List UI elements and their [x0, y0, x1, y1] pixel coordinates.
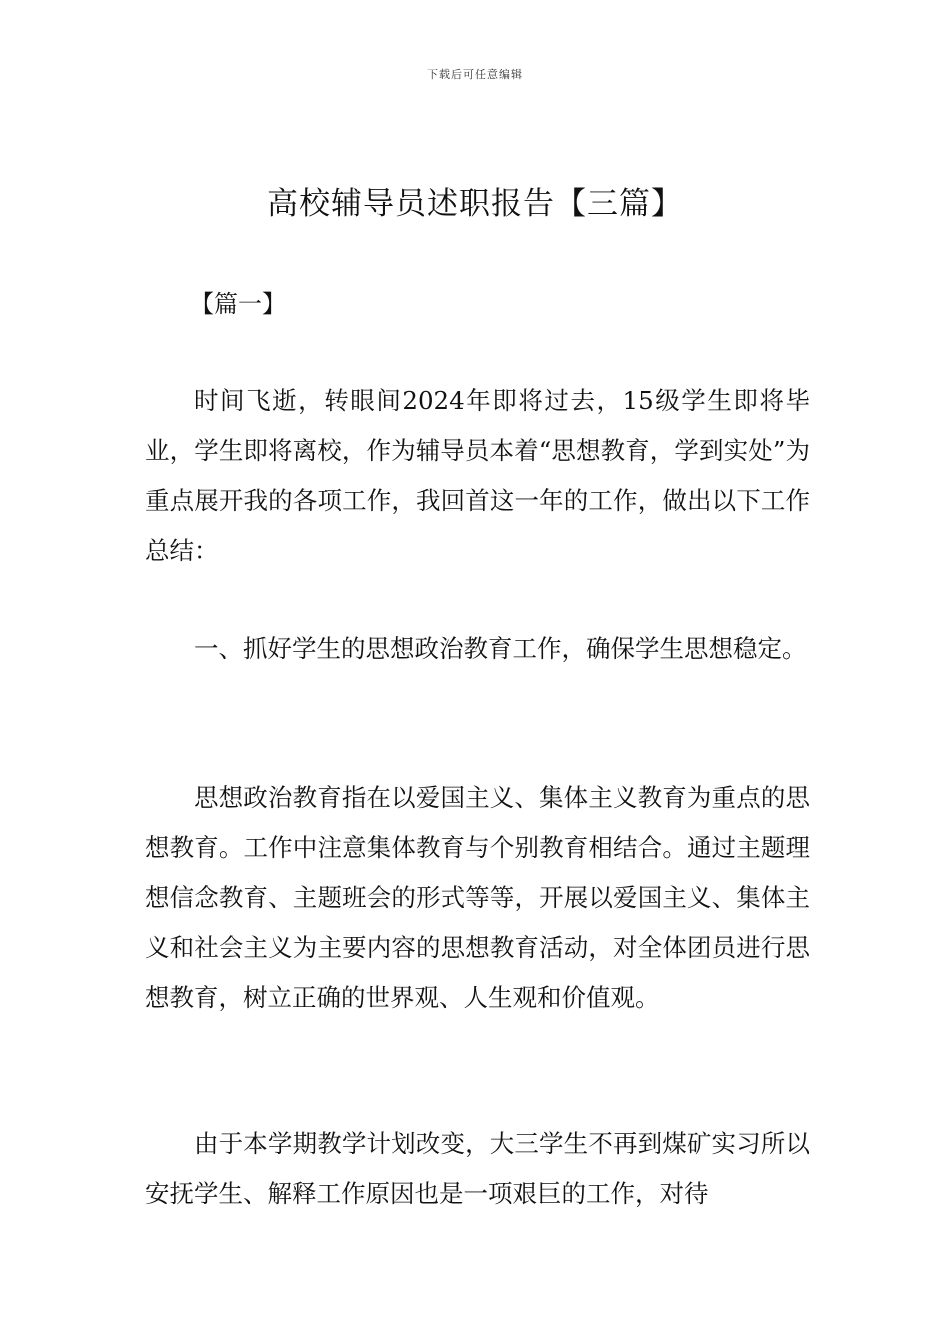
paragraph-text: 一、抓好学生的思想政治教育工作，确保学生思想稳定。: [194, 634, 807, 663]
paragraph-text: 时间飞逝，转眼间2024年即将过去，15级学生即将毕业，学生即将离校，作为辅导员本着“思想教育，学到实处”为重点展开我的各项工作，我回首这一年的工作，做出以下工作总结：: [145, 386, 810, 565]
paragraph-text: 由于本学期教学计划改变，大三学生不再到煤矿实习所以安抚学生、解释工作原因也是一项艰巨的工作，对待: [145, 1129, 810, 1208]
paragraph-intro: [145, 376, 810, 576]
paragraph-text: 思想政治教育指在以爱国主义、集体主义教育为重点的思想教育。工作中注意集体教育与个别教育相结合。通过主题理想信念教育、主题班会的形式等等，开展以爱国主义、集体主义和社会主义为主要内容的思想教育活动，对全体团员进行思想教育，树立正确的世界观、人生观和价值观。: [145, 783, 810, 1012]
header-note: 下载后可任意编辑: [427, 68, 523, 81]
paragraph-heading-one: [145, 624, 810, 674]
paragraph-plan-change: [145, 1119, 810, 1219]
document-title: 高校辅导员述职报告【三篇】: [267, 186, 683, 222]
section-label: 【篇一】: [190, 290, 286, 318]
paragraph-ideological-education: [145, 773, 810, 1023]
